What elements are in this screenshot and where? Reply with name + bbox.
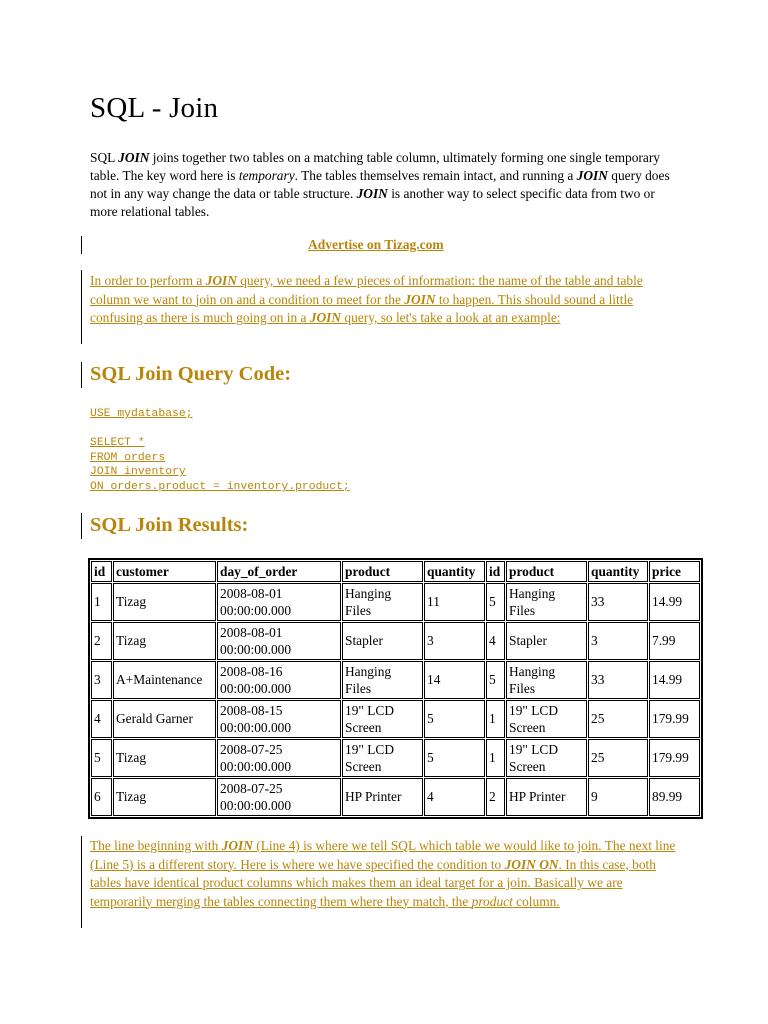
- table-row: [91, 778, 700, 816]
- table-cell: HP Printer: [342, 778, 423, 816]
- table-cell: Tizag: [113, 622, 216, 660]
- column-header: product: [342, 561, 423, 582]
- table-cell: Tizag: [113, 739, 216, 777]
- table-cell: Tizag: [113, 583, 216, 621]
- section-heading-query-code[interactable]: SQL Join Query Code:: [90, 363, 292, 385]
- temporary-keyword: temporary: [238, 168, 295, 183]
- callout-text: In order to perform a: [90, 273, 206, 288]
- column-header: day_of_order: [217, 561, 341, 582]
- table-cell: 3: [588, 622, 648, 660]
- table-cell: Tizag: [113, 778, 216, 816]
- table-cell: 2008-07-25 00:00:00.000: [217, 778, 341, 816]
- table-cell: 5: [424, 739, 485, 777]
- table-cell: 14: [424, 661, 485, 699]
- divider-bar: [81, 362, 82, 388]
- table-cell: Stapler: [342, 622, 423, 660]
- code-line: JOIN inventory: [90, 466, 186, 479]
- advertise-link[interactable]: Advertise on Tizag.com: [308, 237, 444, 252]
- column-header: id: [486, 561, 505, 582]
- code-line: FROM orders: [90, 451, 166, 464]
- table-cell: 2008-08-01 00:00:00.000: [217, 622, 341, 660]
- table-cell: 3: [424, 622, 485, 660]
- divider-bar: [81, 836, 82, 928]
- table-cell: 1: [486, 700, 505, 738]
- table-cell: HP Printer: [506, 778, 587, 816]
- join-keyword: JOIN: [576, 168, 608, 183]
- table-cell: 4: [486, 622, 505, 660]
- table-cell: 9: [588, 778, 648, 816]
- intro-text: SQL: [90, 150, 119, 165]
- join-keyword: JOIN: [118, 150, 150, 165]
- column-header: product: [506, 561, 587, 582]
- table-cell: Hanging Files: [342, 583, 423, 621]
- product-keyword: product: [471, 893, 513, 909]
- section-heading-results[interactable]: SQL Join Results:: [90, 514, 249, 536]
- table-row: [91, 739, 700, 777]
- table-cell: 5: [91, 739, 112, 777]
- table-cell: 2: [91, 622, 112, 660]
- table-cell: 33: [588, 661, 648, 699]
- join-keyword: JOIN: [309, 310, 342, 325]
- table-cell: 7.99: [649, 622, 700, 660]
- table-cell: Hanging Files: [506, 661, 587, 699]
- code-line: USE mydatabase;: [90, 408, 193, 420]
- table-cell: Gerald Garner: [113, 700, 216, 738]
- table-row: [91, 583, 700, 621]
- table-cell: 1: [91, 583, 112, 621]
- table-cell: 11: [424, 583, 485, 621]
- table-cell: Hanging Files: [506, 583, 587, 621]
- table-cell: 14.99: [649, 661, 700, 699]
- join-keyword: JOIN: [356, 186, 388, 201]
- intro-text: is another way to select specific data from two or more relational tables.: [90, 186, 655, 219]
- column-header: price: [649, 561, 700, 582]
- code-line: [90, 422, 350, 437]
- table-cell: A+Maintenance: [113, 661, 216, 699]
- table-cell: 25: [588, 739, 648, 777]
- table-cell: 5: [486, 661, 505, 699]
- table-cell: 19" LCD Screen: [342, 739, 423, 777]
- callout-text: (Line 4) is where we tell SQL which table we would like to join. The next line (Line 5) is a different story. Here is where we have specified the condition to: [90, 838, 676, 872]
- divider-bar: [81, 236, 82, 254]
- callout-text: The line beginning with: [90, 838, 222, 853]
- table-cell: 2008-07-25 00:00:00.000: [217, 739, 341, 777]
- callout-text: query, so let's take a look at an example:: [341, 310, 561, 325]
- table-cell: 2008-08-16 00:00:00.000: [217, 661, 341, 699]
- intro-text: query does not in any way change the data or table structure.: [90, 168, 670, 201]
- column-header: customer: [113, 561, 216, 582]
- code-line: ON orders.product = inventory.product;: [90, 480, 350, 493]
- column-header: quantity: [424, 561, 485, 582]
- table-cell: 33: [588, 583, 648, 621]
- table-cell: 2008-08-01 00:00:00.000: [217, 583, 341, 621]
- column-header: quantity: [588, 561, 648, 582]
- table-cell: 25: [588, 700, 648, 738]
- join-keyword: JOIN: [404, 291, 436, 307]
- join-keyword: JOIN: [205, 273, 237, 288]
- table-cell: 4: [424, 778, 485, 816]
- table-cell: 2: [486, 778, 505, 816]
- join-keyword: JOIN: [221, 838, 253, 853]
- table-row: [91, 622, 700, 660]
- table-header-row: [91, 561, 700, 582]
- callout-link-paragraph[interactable]: [90, 837, 680, 911]
- divider-bar: [81, 513, 82, 539]
- table-cell: 179.99: [649, 700, 700, 738]
- callout-link-paragraph[interactable]: [90, 272, 680, 328]
- callout-text: to happen. This should sound a little confusing as there is much going on in a: [90, 291, 634, 325]
- table-cell: 5: [486, 583, 505, 621]
- table-cell: Hanging Files: [342, 661, 423, 699]
- table-cell: 4: [91, 700, 112, 738]
- table-cell: 89.99: [649, 778, 700, 816]
- intro-text: . The tables themselves remain intact, and running a: [294, 168, 577, 183]
- callout-text: query, we need a few pieces of information: the name of the table and table column we want to join on and a condition to meet for the: [90, 273, 643, 307]
- table-cell: Stapler: [506, 622, 587, 660]
- table-row: [91, 700, 700, 738]
- table-cell: 179.99: [649, 739, 700, 777]
- table-cell: 5: [424, 700, 485, 738]
- table-cell: 1: [486, 739, 505, 777]
- divider-bar: [81, 270, 82, 344]
- table-cell: 19" LCD Screen: [506, 739, 587, 777]
- table-row: [91, 661, 700, 699]
- code-line: SELECT *: [90, 437, 145, 450]
- table-cell: 3: [91, 661, 112, 699]
- join-on-keyword: JOIN ON: [504, 856, 559, 872]
- table-cell: 14.99: [649, 583, 700, 621]
- table-cell: 19" LCD Screen: [506, 700, 587, 738]
- page-title: SQL - Join: [90, 92, 219, 124]
- callout-text: column.: [512, 893, 560, 909]
- intro-text: joins together two tables on a matching table column, ultimately forming one single temporary table. The key word here is: [90, 150, 660, 183]
- table-cell: 6: [91, 778, 112, 816]
- callout-text: . In this case, both tables have identical product columns which makes them an ideal target for a join. Basically we are temporarily merging the tables connecting them where they match, the: [90, 856, 656, 909]
- column-header: id: [91, 561, 112, 582]
- intro-paragraph: [90, 149, 680, 221]
- table-cell: 2008-08-15 00:00:00.000: [217, 700, 341, 738]
- code-block[interactable]: [90, 407, 350, 495]
- table-cell: 19" LCD Screen: [342, 700, 423, 738]
- results-table: [88, 558, 703, 819]
